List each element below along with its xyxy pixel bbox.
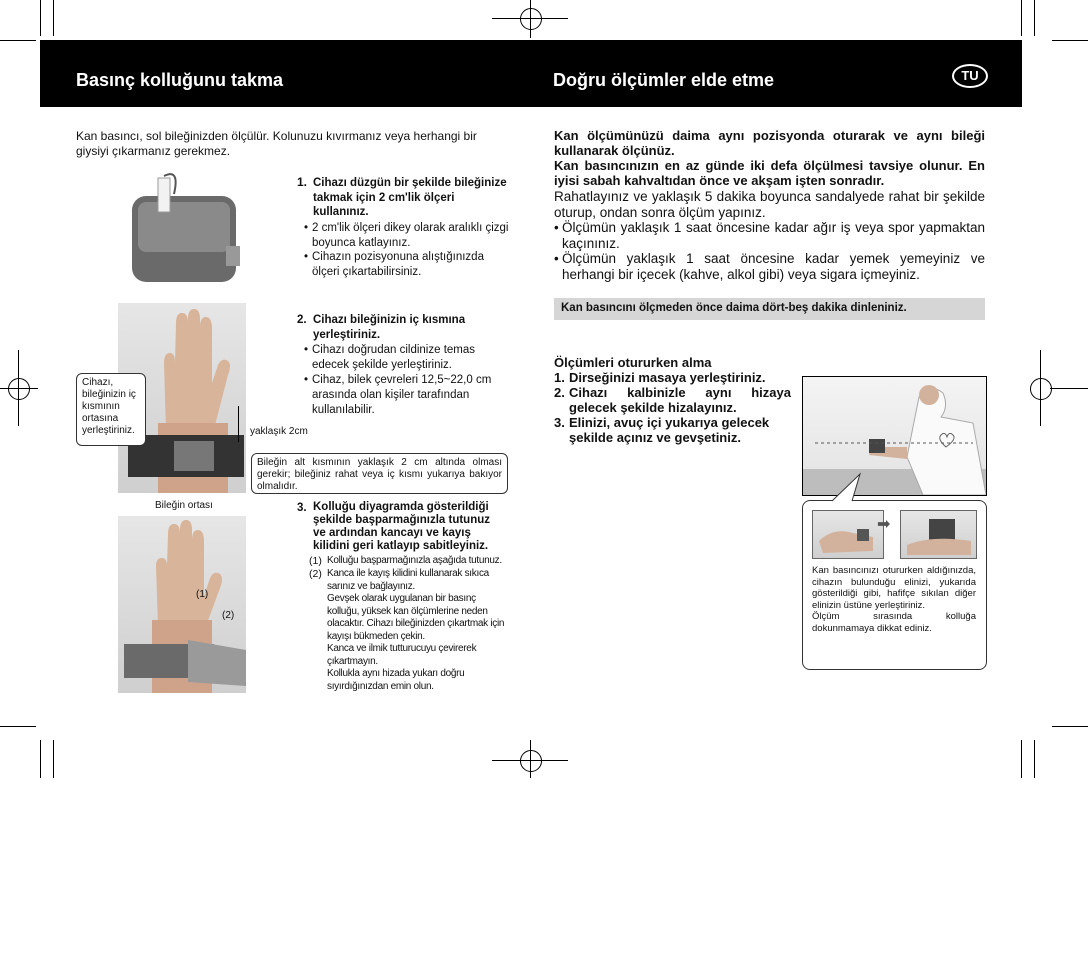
step1-number: 1.: [297, 175, 308, 189]
registration-line: [1040, 350, 1041, 426]
list-item: • 2 cm'lik ölçeri dikey olarak aralıklı çizgi boyunca katlayınız.: [304, 222, 509, 249]
rest-paragraph: Rahatlayınız ve yaklaşık 5 dakika boyunca sandalyede rahat bir şekilde oturup, ondan sonra ölçüm yapınız.: [554, 189, 985, 220]
rest-reminder-bar: [554, 298, 985, 320]
crop-mark: [1034, 740, 1035, 778]
wrist-bottom-callout: Bileğin alt kısmının yaklaşık 2 cm altında olması gerekir; bileğiniz rahat veya iç kısmı yukarıya bakıyor olmalıdır.: [251, 453, 508, 494]
photo-label-2: (2): [222, 610, 235, 621]
list-item: 2. Cihazı kalbinizle aynı hizaya gelecek şekilde hizalayınız.: [554, 385, 791, 415]
wrist-device-photo: [118, 166, 246, 292]
crop-mark: [0, 726, 36, 727]
crop-mark: [53, 0, 54, 36]
hand-rest-photo-2: [900, 510, 977, 559]
crop-mark: [1052, 40, 1088, 41]
note-item: Gevşek olarak uygulanan bir basınç kolluğu, yüksek kan ölçümlerine neden olacaktır. Cihazı bileğinizden çıkartmak için kayışı bükmeden çekin.: [327, 593, 505, 642]
key-line: Kan basıncınızın en az günde iki defa ölçülmesi tavsiye olunur. En iyisi sabah kahvaltıdan önce ve akşam işten sonradır.: [554, 158, 985, 188]
key-line: Kan ölçümünüzü daima aynı pozisyonda oturarak ve aynı bileği kullanarak ölçünüz.: [554, 128, 985, 158]
registration-line: [0, 388, 38, 389]
thumb-hold-photo: [118, 516, 246, 693]
crop-mark: [0, 40, 36, 41]
registration-line: [530, 0, 531, 38]
note-item: Kanca ve ilmik tutturucuyu çevirerek çıkartmayın.: [327, 643, 477, 667]
crop-mark: [40, 0, 41, 36]
photo-label-1: (1): [196, 589, 209, 600]
intro-text: Kan basıncı, sol bileğinizden ölçülür. Kolunuzu kıvırmanız veya herhangi bir giysiyi çıkarmanız gerekmez.: [76, 129, 477, 158]
list-item: • Cihaz, bilek çevreleri 12,5~22,0 cm arasında olan kişiler tarafından kullanılabilir.: [304, 374, 492, 416]
registration-mark: [1030, 378, 1052, 400]
sitting-title: Ölçümleri otururken alma: [554, 355, 712, 370]
list-item: 1. Dirseğinizi masaya yerleştiriniz.: [554, 370, 766, 385]
side-note-text: [812, 565, 976, 634]
step3-number: 3.: [297, 502, 307, 514]
crop-mark: [1021, 0, 1022, 36]
crop-mark: [1021, 740, 1022, 778]
rest-reminder-text: Kan basıncını ölçmeden önce daima dört-beş dakika dinleniniz.: [561, 302, 907, 314]
wrist-center-label: Bileğin ortası: [155, 500, 213, 511]
sitting-steps: [554, 370, 791, 445]
step3-sub2: Kanca ile kayış kilidini kullanarak sıkıca sarınız ve bağlayınız.: [327, 568, 489, 592]
arrow-icon: ➡: [877, 516, 891, 533]
step3-title: Kolluğu diyagramda gösterildiği şekilde başparmağınızla tutunuz ve ardından kancayı ve kayış kilidini geri katlayıp sabitleyiniz.: [313, 501, 491, 552]
step3-sub2-number: (2): [309, 568, 322, 580]
step3-notes: [327, 593, 507, 693]
language-badge: TU: [952, 64, 988, 88]
step2-title: Cihazı bileğinizin iç kısmına yerleştiriniz.: [313, 314, 466, 341]
callout-pointer: [830, 472, 870, 502]
list-item: • Ölçümün yaklaşık 1 saat öncesine kadar ağır iş veya spor yapmaktan kaçınınız.: [554, 220, 985, 251]
step3-sub1: Kolluğu başparmağınızla aşağıda tutunuz.: [327, 555, 502, 566]
note-item: Ölçüm sırasında kolluğa dokunmamaya dikkat ediniz.: [812, 611, 976, 634]
left-page-title: Basınç kolluğunu takma: [76, 70, 284, 90]
hand-rest-photo-1: [812, 510, 884, 559]
measure-line: [238, 406, 239, 442]
approx-2cm-label: yaklaşık 2cm: [250, 426, 308, 437]
list-item: • Cihazın pozisyonuna alıştığınızda ölçeri çıkartabilirsiniz.: [304, 251, 484, 278]
registration-mark: [520, 750, 542, 772]
registration-line: [1050, 388, 1088, 389]
wrist-position-callout: Cihazı, bileğinizin iç kısmının ortasına yerleştiriniz.: [76, 373, 146, 446]
list-item: 3. Elinizi, avuç içi yukarıya gelecek şekilde açınız ve gevşetiniz.: [554, 415, 770, 445]
crop-mark: [40, 740, 41, 778]
step1-bullets: [304, 221, 509, 279]
registration-mark: [8, 378, 30, 400]
step2-number: 2.: [297, 314, 307, 326]
list-item: • Cihazı doğrudan cildinize temas edecek şekilde yerleştiriniz.: [304, 344, 476, 371]
key-instructions: [554, 128, 985, 188]
step3-sub1-number: (1): [309, 555, 322, 567]
crop-mark: [53, 740, 54, 778]
right-page-title: Doğru ölçümler elde etme: [553, 70, 775, 90]
registration-line: [18, 350, 19, 426]
step2-bullets: [304, 343, 509, 418]
note-item: Kollukla aynı hizada yukarı doğru sıyırdığınızdan emin olun.: [327, 668, 465, 692]
registration-line: [530, 740, 531, 778]
precaution-list: [554, 220, 985, 282]
note-item: Kan basıncınızı otururken aldığınızda, cihazın bulunduğu elinizi, yukarıda gösterildiği gibi, hafifçe sıkılan diğer elinizin üstüne yerleştiriniz.: [812, 565, 976, 611]
crop-mark: [1052, 726, 1088, 727]
list-item: • Ölçümün yaklaşık 1 saat öncesine kadar yemek yemeyiniz ve herhangi bir içecek (kahve, alkol gibi) veya sigara içmeyiniz.: [554, 251, 985, 282]
step1-title: Cihazı düzgün bir şekilde bileğinize takmak için 2 cm'lik ölçeri kullanınız.: [313, 177, 507, 218]
crop-mark: [1034, 0, 1035, 36]
registration-mark: [520, 8, 542, 30]
